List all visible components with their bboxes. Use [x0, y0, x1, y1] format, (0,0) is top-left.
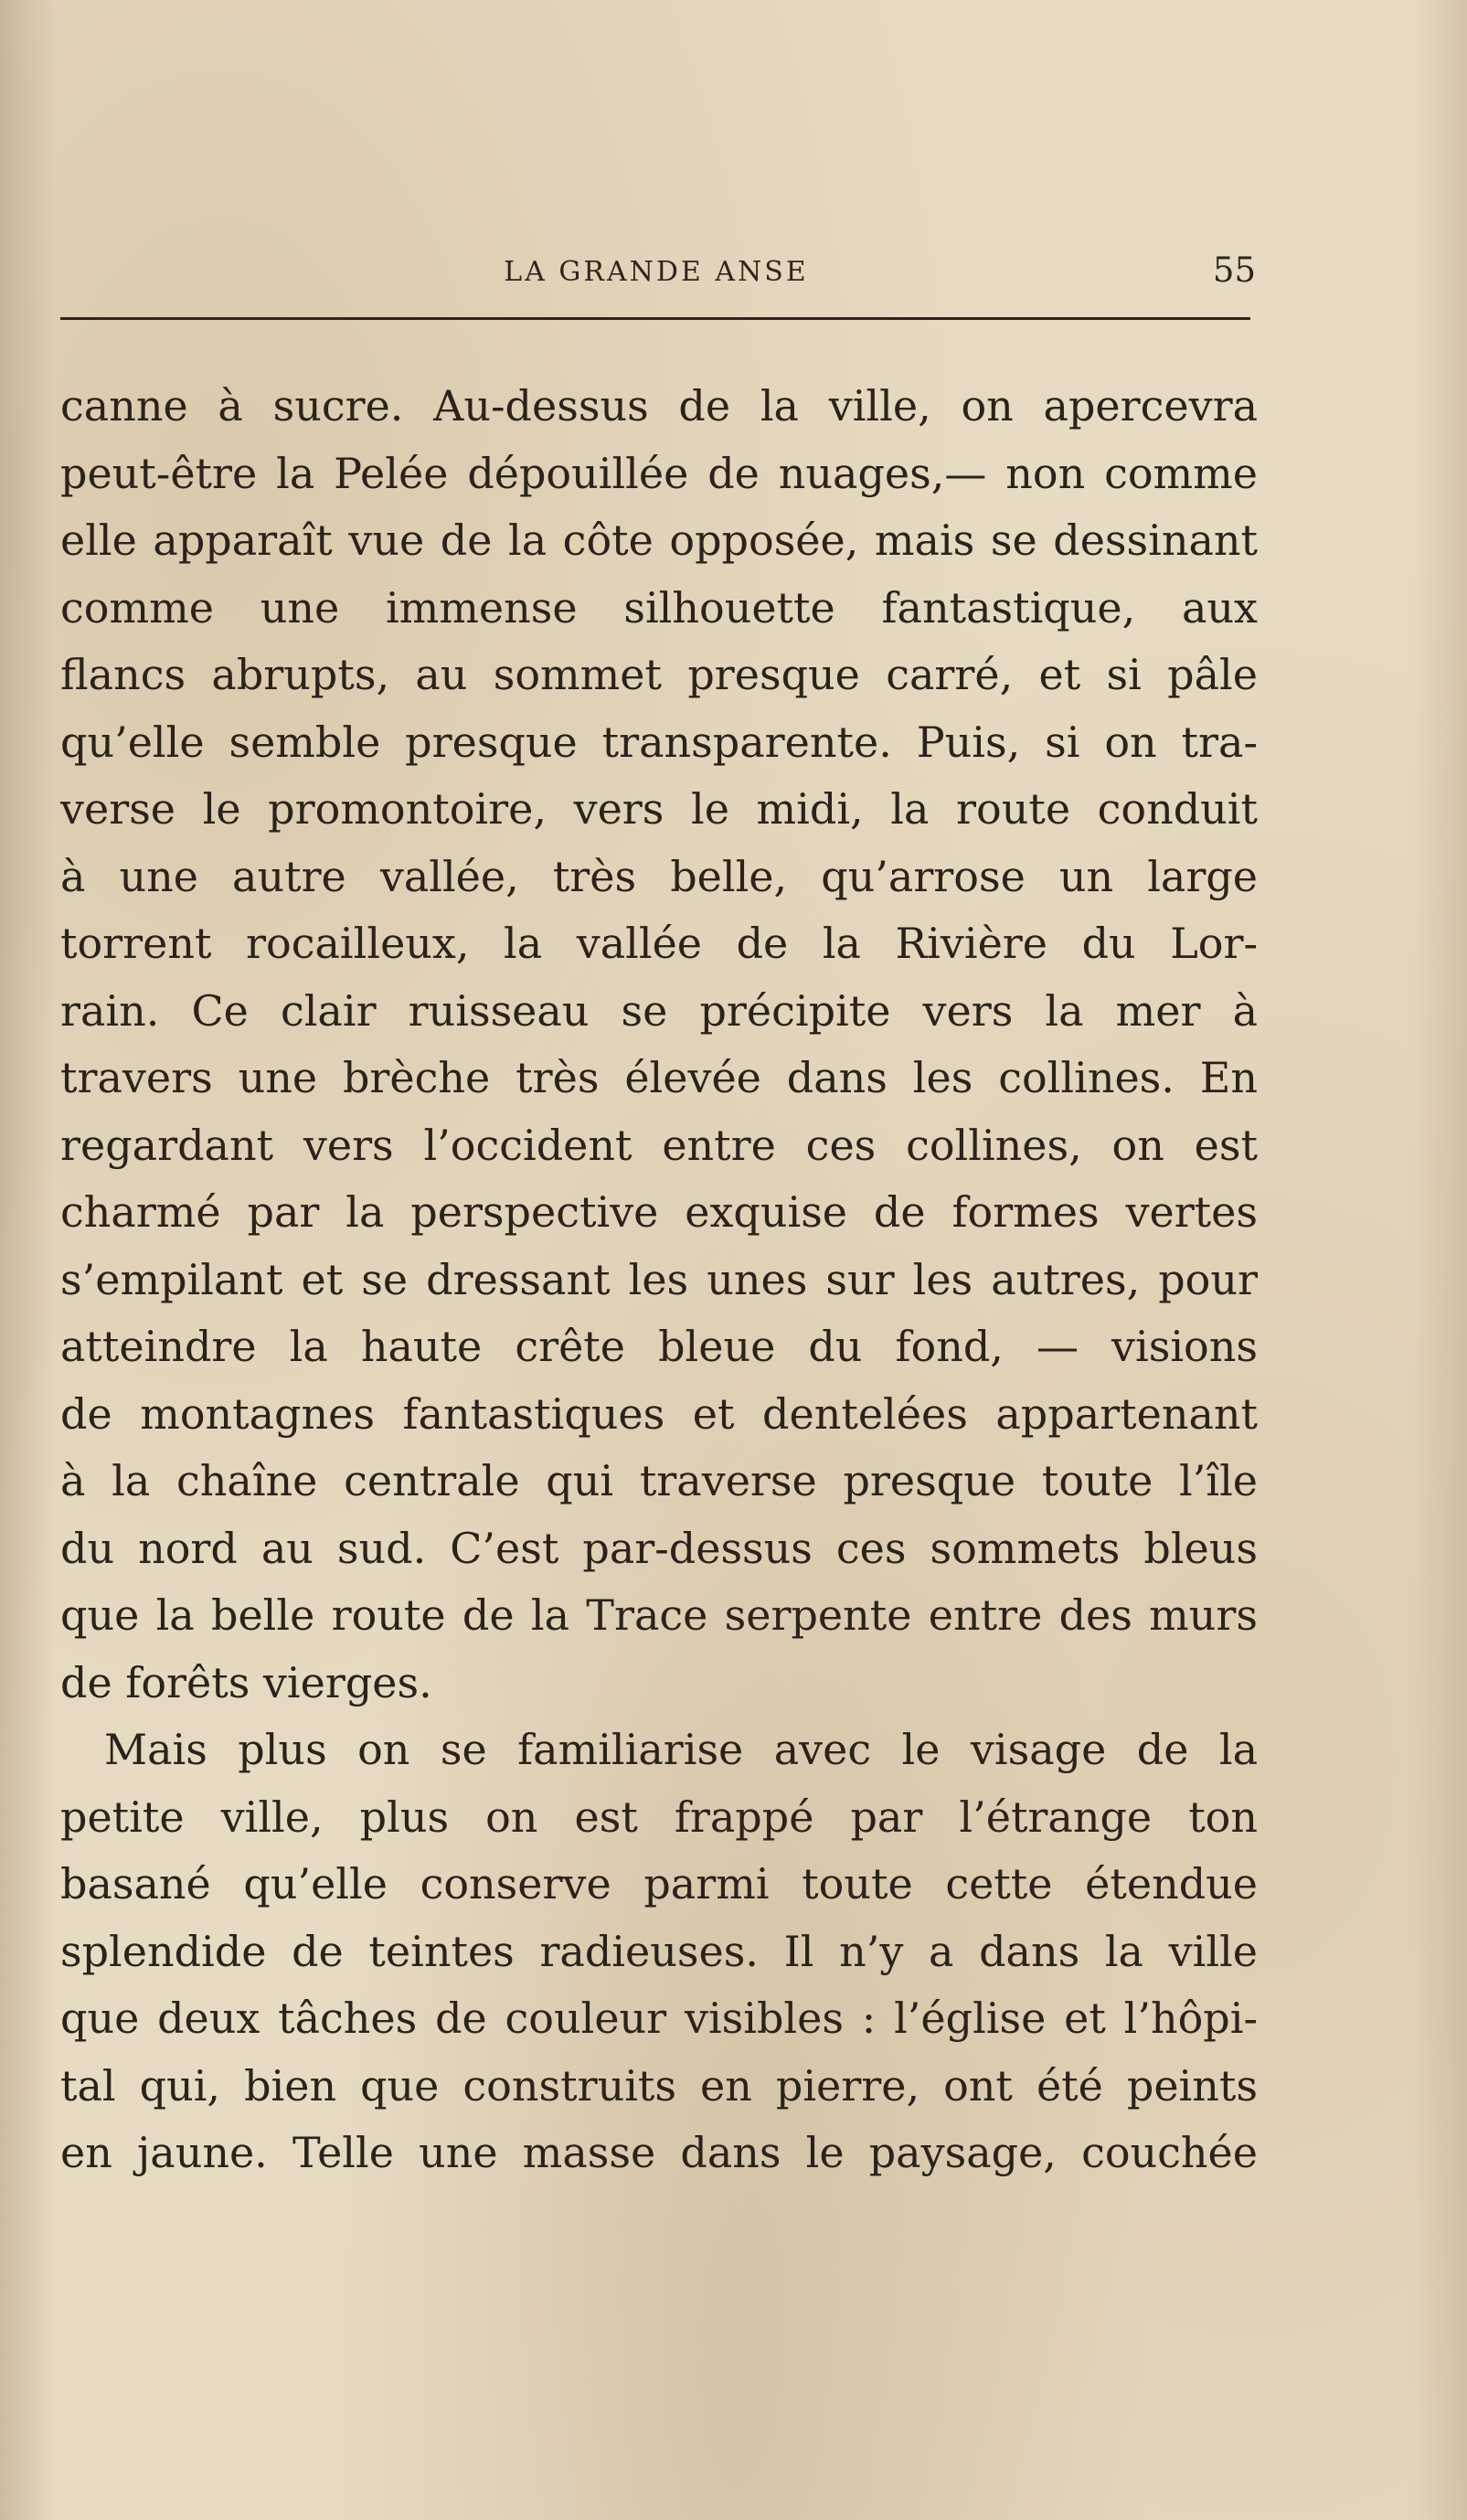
text-line: Mais plus on se familiarise avec le visage de la	[104, 1725, 1258, 1774]
text-line: en jaune. Telle une masse dans le paysage, couchée	[60, 2128, 1258, 2177]
text-line: charmé par la perspective exquise de formes vertes	[60, 1187, 1258, 1237]
text-line: basané qu’elle conserve parmi toute cette étendue	[60, 1859, 1258, 1909]
text-line: regardant vers l’occident entre ces collines, on est	[60, 1120, 1258, 1170]
text-line: que la belle route de la Trace serpente entre des murs	[60, 1590, 1258, 1640]
text-line: petite ville, plus on est frappé par l’étrange ton	[60, 1792, 1258, 1842]
text-line: à la chaîne centrale qui traverse presque toute l’île	[60, 1456, 1258, 1505]
text-line: flancs abrupts, au sommet presque carré, et si pâle	[60, 650, 1258, 699]
header-rule	[60, 317, 1250, 320]
text-line: atteindre la haute crête bleue du fond, — visions	[60, 1322, 1258, 1371]
text-line: du nord au sud. C’est par-dessus ces sommets bleus	[60, 1523, 1258, 1573]
text-line: rain. Ce clair ruisseau se précipite vers la mer à	[60, 985, 1258, 1036]
text-line: torrent rocailleux, la vallée de la Rivière du Lor-	[60, 919, 1258, 968]
text-line: splendide de teintes radieuses. Il n’y a dans la ville	[60, 1926, 1258, 1976]
text-line: à une autre vallée, très belle, qu’arrose un large	[60, 851, 1258, 901]
text-line: qu’elle semble presque transparente. Puis, si on tra-	[60, 717, 1258, 767]
body-text	[60, 373, 1258, 2187]
text-line: elle apparaît vue de la côte opposée, mais se dessinant	[60, 516, 1258, 565]
page-header	[57, 247, 1256, 302]
page-number: 55	[1212, 250, 1256, 290]
text-line: s’empilant et se dressant les unes sur les autres, pour	[60, 1254, 1258, 1304]
text-line: de forêts vierges.	[60, 1657, 432, 1707]
text-line: travers une brèche très élevée dans les collines. En	[60, 1053, 1258, 1102]
text-line: peut-être la Pelée dépouillée de nuages,— non comme	[60, 448, 1258, 498]
text-line: que deux tâches de couleur visibles : l’église et l’hôpi-	[60, 1994, 1258, 2043]
text-line: tal qui, bien que construits en pierre, ont été peints	[60, 2060, 1258, 2111]
text-line: verse le promontoire, vers le midi, la route conduit	[60, 784, 1258, 834]
text-line: de montagnes fantastiques et dentelées appartenant	[60, 1388, 1258, 1439]
text-line: comme une immense silhouette fantastique, aux	[60, 582, 1258, 633]
text-line: canne à sucre. Au-dessus de la ville, on apercevra	[60, 381, 1258, 431]
running-title: LA GRANDE ANSE	[504, 256, 809, 288]
